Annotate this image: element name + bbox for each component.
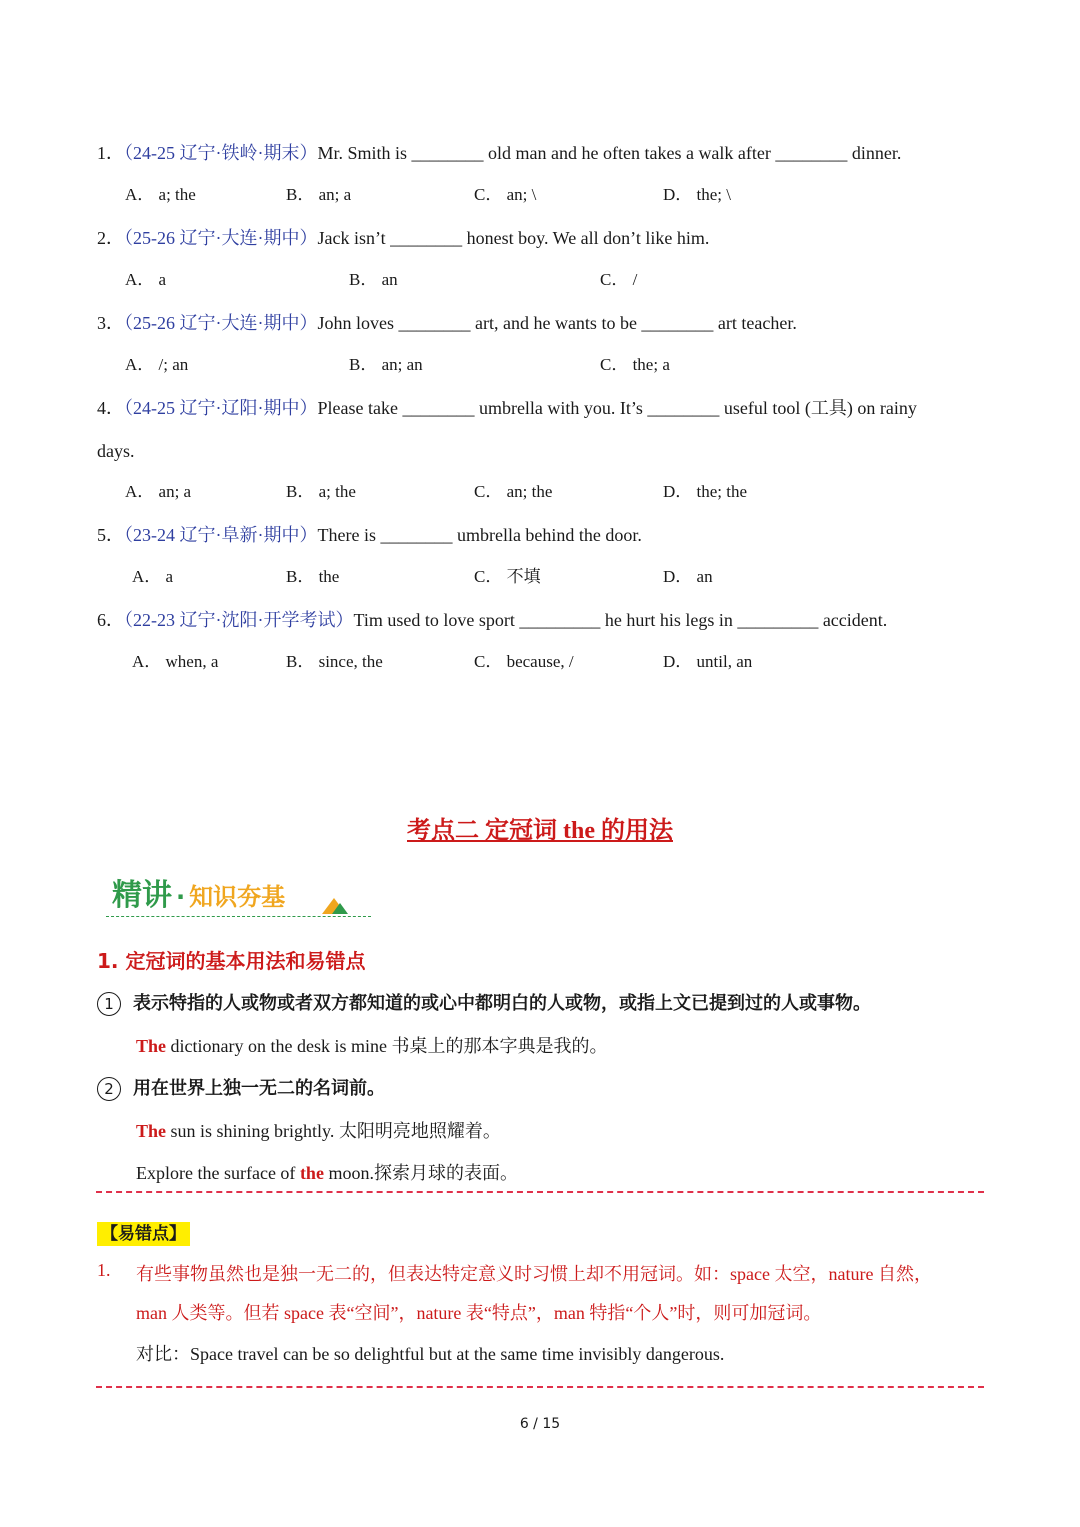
option: C． 不填 — [474, 567, 541, 586]
example-post: sun is shining brightly. 太阳明亮地照耀着。 — [166, 1121, 501, 1141]
option: D． the; the — [663, 482, 748, 501]
question-number: 1． — [97, 143, 124, 163]
question-number: 3． — [97, 313, 124, 333]
question-text: Please take ________ umbrella with you. It’s ________ useful tool (工具) on rainy — [317, 398, 917, 418]
mountain-icon — [320, 894, 350, 916]
option: D． an — [663, 567, 713, 586]
circled-number: 1 — [97, 992, 121, 1016]
question-3 — [97, 311, 797, 335]
error-tag — [97, 1219, 190, 1244]
option: A． a — [132, 567, 174, 586]
page-number: 6 / 15 — [519, 1416, 561, 1432]
option: B． an; a — [286, 185, 352, 204]
example-post: moon.探索月球的表面。 — [323, 1163, 518, 1183]
option: C． an; the — [474, 482, 553, 501]
option: B． since, the — [286, 652, 383, 671]
option: A． an; a — [125, 482, 192, 501]
option: C． because, / — [474, 652, 574, 671]
question-text: Jack isn’t ________ honest boy. We all don’t like him. — [317, 228, 710, 248]
dashed-divider-top — [96, 1191, 984, 1193]
example-highlight: the — [299, 1163, 324, 1183]
example-highlight: The — [136, 1121, 167, 1141]
logo-underline — [106, 916, 371, 917]
logo-dot: · — [176, 883, 186, 911]
circled-number: 2 — [97, 1077, 121, 1101]
option: A． when, a — [132, 652, 219, 671]
example-post: dictionary on the desk is mine 书桌上的那本字典是我的。 — [166, 1036, 608, 1056]
option: A． a; the — [125, 185, 196, 204]
question-1 — [97, 141, 901, 165]
option: D． until, an — [663, 652, 753, 671]
question-2 — [97, 226, 709, 250]
example-pre: Explore the surface of — [136, 1163, 300, 1183]
example-sentence — [136, 1159, 518, 1185]
question-number: 2． — [97, 228, 124, 248]
example-sentence — [136, 1117, 501, 1143]
option: A． a — [125, 270, 167, 289]
error-line-1: 有些事物虽然也是独一无二的，但表达特定意义时习惯上却不用冠词。如：space 太空，nature 自然， — [136, 1264, 932, 1284]
option: D． the; \ — [663, 185, 731, 204]
section-title: 考点二 定冠词 the 的用法 — [407, 818, 673, 844]
rule-text: 用在世界上独一无二的名词前。 — [133, 1078, 385, 1099]
error-number: 1. — [97, 1260, 111, 1280]
question-5 — [97, 523, 642, 547]
option: B． the — [286, 567, 340, 586]
question-source: （25-26 辽宁·大连·期中） — [124, 313, 318, 333]
question-text-continued: days. — [97, 441, 135, 461]
question-number: 5． — [97, 525, 124, 545]
question-source: （24-25 辽宁·铁岭·期末） — [124, 143, 318, 163]
question-number: 6． — [97, 610, 124, 630]
question-text: John loves ________ art, and he wants to be ________ art teacher. — [317, 313, 797, 333]
example-highlight: The — [136, 1036, 167, 1056]
error-tag-label: 【易错点】 — [97, 1222, 190, 1246]
question-number: 4． — [97, 398, 124, 418]
option: B． an — [349, 270, 398, 289]
rule-1 — [97, 989, 871, 1016]
rule-2 — [97, 1074, 385, 1101]
question-text: Mr. Smith is ________ old man and he often takes a walk after ________ dinner. — [317, 143, 902, 163]
option: A． /; an — [125, 355, 189, 374]
question-source: （22-23 辽宁·沈阳·开学考试） — [124, 610, 354, 630]
question-source: （25-26 辽宁·大连·期中） — [124, 228, 318, 248]
question-4 — [97, 396, 917, 420]
error-line-2: man 人类等。但若 space 表“空间”，nature 表“特点”，man 特指“个人”时，则可加冠词。 — [136, 1303, 822, 1323]
option: C． / — [600, 270, 638, 289]
logo-main-text: 精讲 — [112, 878, 172, 913]
section-logo — [112, 870, 285, 914]
question-source: （24-25 辽宁·辽阳·期中） — [124, 398, 318, 418]
question-6 — [97, 608, 887, 632]
logo-sub-text: 知识夯基 — [189, 883, 286, 911]
rule-text: 表示特指的人或物或者双方都知道的或心中都明白的人或物，或指上文已提到过的人或事物。 — [133, 993, 871, 1014]
option: B． an; an — [349, 355, 423, 374]
question-text: Tim used to love sport _________ he hurt his legs in _________ accident. — [353, 610, 888, 630]
subsection-heading: 1. 定冠词的基本用法和易错点 — [97, 949, 366, 973]
question-source: （23-24 辽宁·阜新·期中） — [124, 525, 318, 545]
option: C． an; \ — [474, 185, 537, 204]
option: C． the; a — [600, 355, 670, 374]
option: B． a; the — [286, 482, 356, 501]
example-sentence — [136, 1032, 607, 1058]
dashed-divider-bottom — [96, 1386, 984, 1388]
error-comparison: 对比：Space travel can be so delightful but at the same time invisibly dangerous. — [136, 1344, 725, 1364]
question-text: There is ________ umbrella behind the door. — [317, 525, 642, 545]
